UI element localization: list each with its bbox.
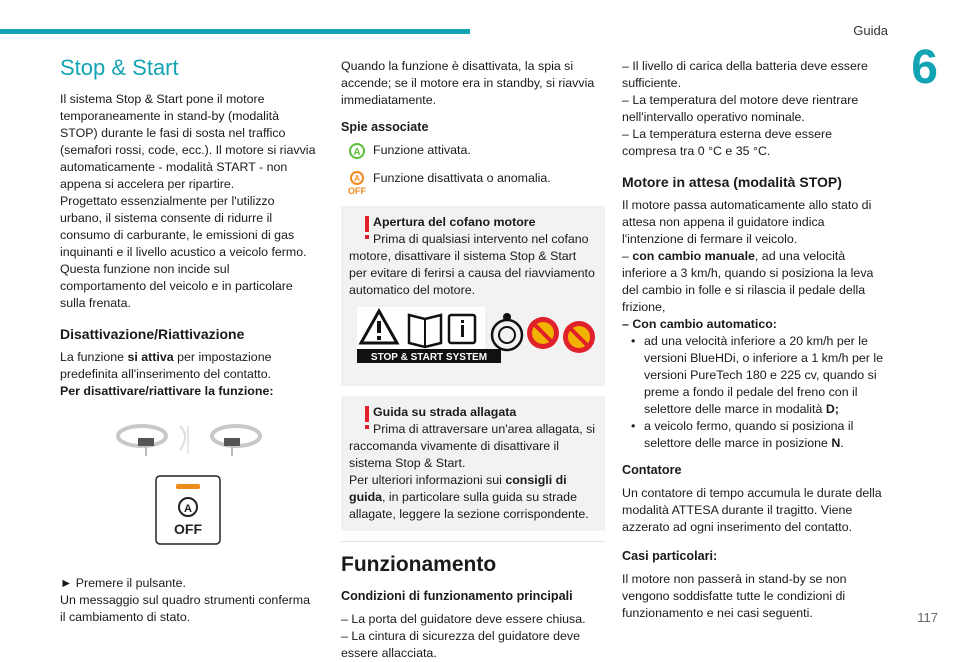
column-1 [60,55,316,626]
page-title: Stop & Start [60,55,179,80]
section-heading: Condizioni di funzionamento principali [341,589,573,603]
steering-wheel-illustration [60,414,316,569]
chapter-number: 6 [911,41,938,94]
svg-text:A: A [184,503,192,515]
paragraph: Il motore non passerà in stand-by se non vengono soddisfatte tutte le condizioni di funzionamento e nei casi seguenti. [622,572,847,620]
instruction-heading: Per disattivare/riattivare la funzione: [60,384,274,398]
off-button-label: OFF [174,521,202,537]
divider [341,541,605,542]
intro-paragraph: Il sistema Stop & Start pone il motore temporaneamente in stand-by (modalità STOP) durante le fasi di sosta nel traffico (semafori rossi, code, ecc.). Il motore si riavvia automaticamente - modalità START - non appena si accelera per ripartire. [60,92,316,191]
page-number: 117 [917,610,938,625]
intro-paragraph: Progettato essenzialmente per l'utilizzo urbano, il sistema consente di ridurre il consumo di carburante, le emissioni di gas inquinanti e il livello acustico a veicolo fermo. [60,194,307,259]
condition-item: – La temperatura esterna deve essere compresa tra 0 °C e 35 °C. [622,127,833,158]
automatic-gearbox-heading: – Con cambio automatico: [622,317,777,331]
header-accent-bar [0,29,470,34]
column-2 [341,58,605,662]
manual-gearbox-item: – con cambio manuale, ad una velocità inferiore a 3 km/h, quando si posiziona la leva del cambio in folle e si rilascia il pedale della frizione, [622,249,874,314]
bullet-item: • ad una velocità inferiore a 20 km/h per le versioni BlueHDi, o inferiore a 1 km/h per le versioni PureTech 180 e 225 cv, quando si preme a fondo il pedale del freno con il selettore delle marce in modalità D; [631,334,883,416]
indicator-description: Funzione disattivata o anomalia. [373,171,551,185]
intro-paragraph: Questa funzione non incide sul comportamento del veicolo e in particolare sulla frenata. [60,262,293,310]
section-title: Funzionamento [341,553,497,576]
stop-start-active-icon [348,142,366,160]
note-text: Prima di qualsiasi intervento nel cofano motore, disattivare il sistema Stop & Start per evitare di ferirsi a causa del riavviamento automatico del motore. [349,232,595,297]
section-title: Guida [853,23,888,38]
warning-icon [365,406,369,422]
svg-text:A: A [354,174,360,183]
paragraph: Il motore passa automaticamente allo stato di attesa non appena il guidatore indica l'intenzione di fermare il veicolo. [622,198,872,246]
condition-item: – La temperatura del motore deve rientrare nell'intervallo operativo nominale. [622,93,859,124]
note-text: Prima di attraversare un'area allagata, si raccomanda vivamente di disattivare il sistema Stop & Start. [349,422,596,470]
paragraph: Un contatore di tempo accumula le durate della modalità ATTESA durante il tragitto. Viene azzerato ad ogni inserimento del contatto. [622,486,882,534]
stop-start-off-icon [345,170,369,196]
indicator-row [341,142,605,160]
section-heading: Casi particolari: [622,549,718,563]
warning-label-text: STOP & START SYSTEM [370,352,488,363]
condition-item: – Il livello di carica della batteria deve essere sufficiente. [622,59,868,90]
condition-item: – La cintura di sicurezza del guidatore deve essere allacciata. [341,629,581,660]
stop-start-warning-icon [357,307,597,369]
section-heading: Disattivazione/Riattivazione [60,326,245,342]
section-heading: Motore in attesa (modalità STOP) [622,174,842,190]
paragraph: Quando la funzione è disattivata, la spia si accende; se il motore era in standby, si riavvia immediatamente. [341,59,595,107]
default-paragraph: La funzione si attiva per impostazione predefinita all'inserimento del contatto. [60,350,272,381]
dashboard-button-icon [60,414,316,564]
note-title: Guida su strada allagata [373,405,517,419]
condition-item: – La porta del guidatore deve essere chiusa. [341,612,586,626]
svg-text:OFF: OFF [348,186,366,196]
warning-note-flooded [341,396,605,531]
column-3 [622,58,888,622]
step-instruction: ► Premere il pulsante. [60,576,186,590]
warning-note-hood [341,206,605,386]
svg-text:A: A [353,147,361,158]
indicator-description: Funzione attivata. [373,143,471,157]
step-result: Un messaggio sul quadro strumenti conferma il cambiamento di stato. [60,593,310,624]
section-heading: Contatore [622,463,682,477]
warning-icon [365,216,369,232]
note-title: Apertura del cofano motore [373,215,536,229]
bullet-item: • a veicolo fermo, quando si posiziona il selettore delle marce in posizione N. [631,419,854,450]
section-heading: Spie associate [341,120,429,134]
note-text: Per ulteriori informazioni sui consigli di guida, in particolare sulla guida su strade allagate, leggere la sezione corrispondente. [349,473,589,521]
indicator-row [341,170,605,196]
engine-bay-warning-label [357,307,597,374]
